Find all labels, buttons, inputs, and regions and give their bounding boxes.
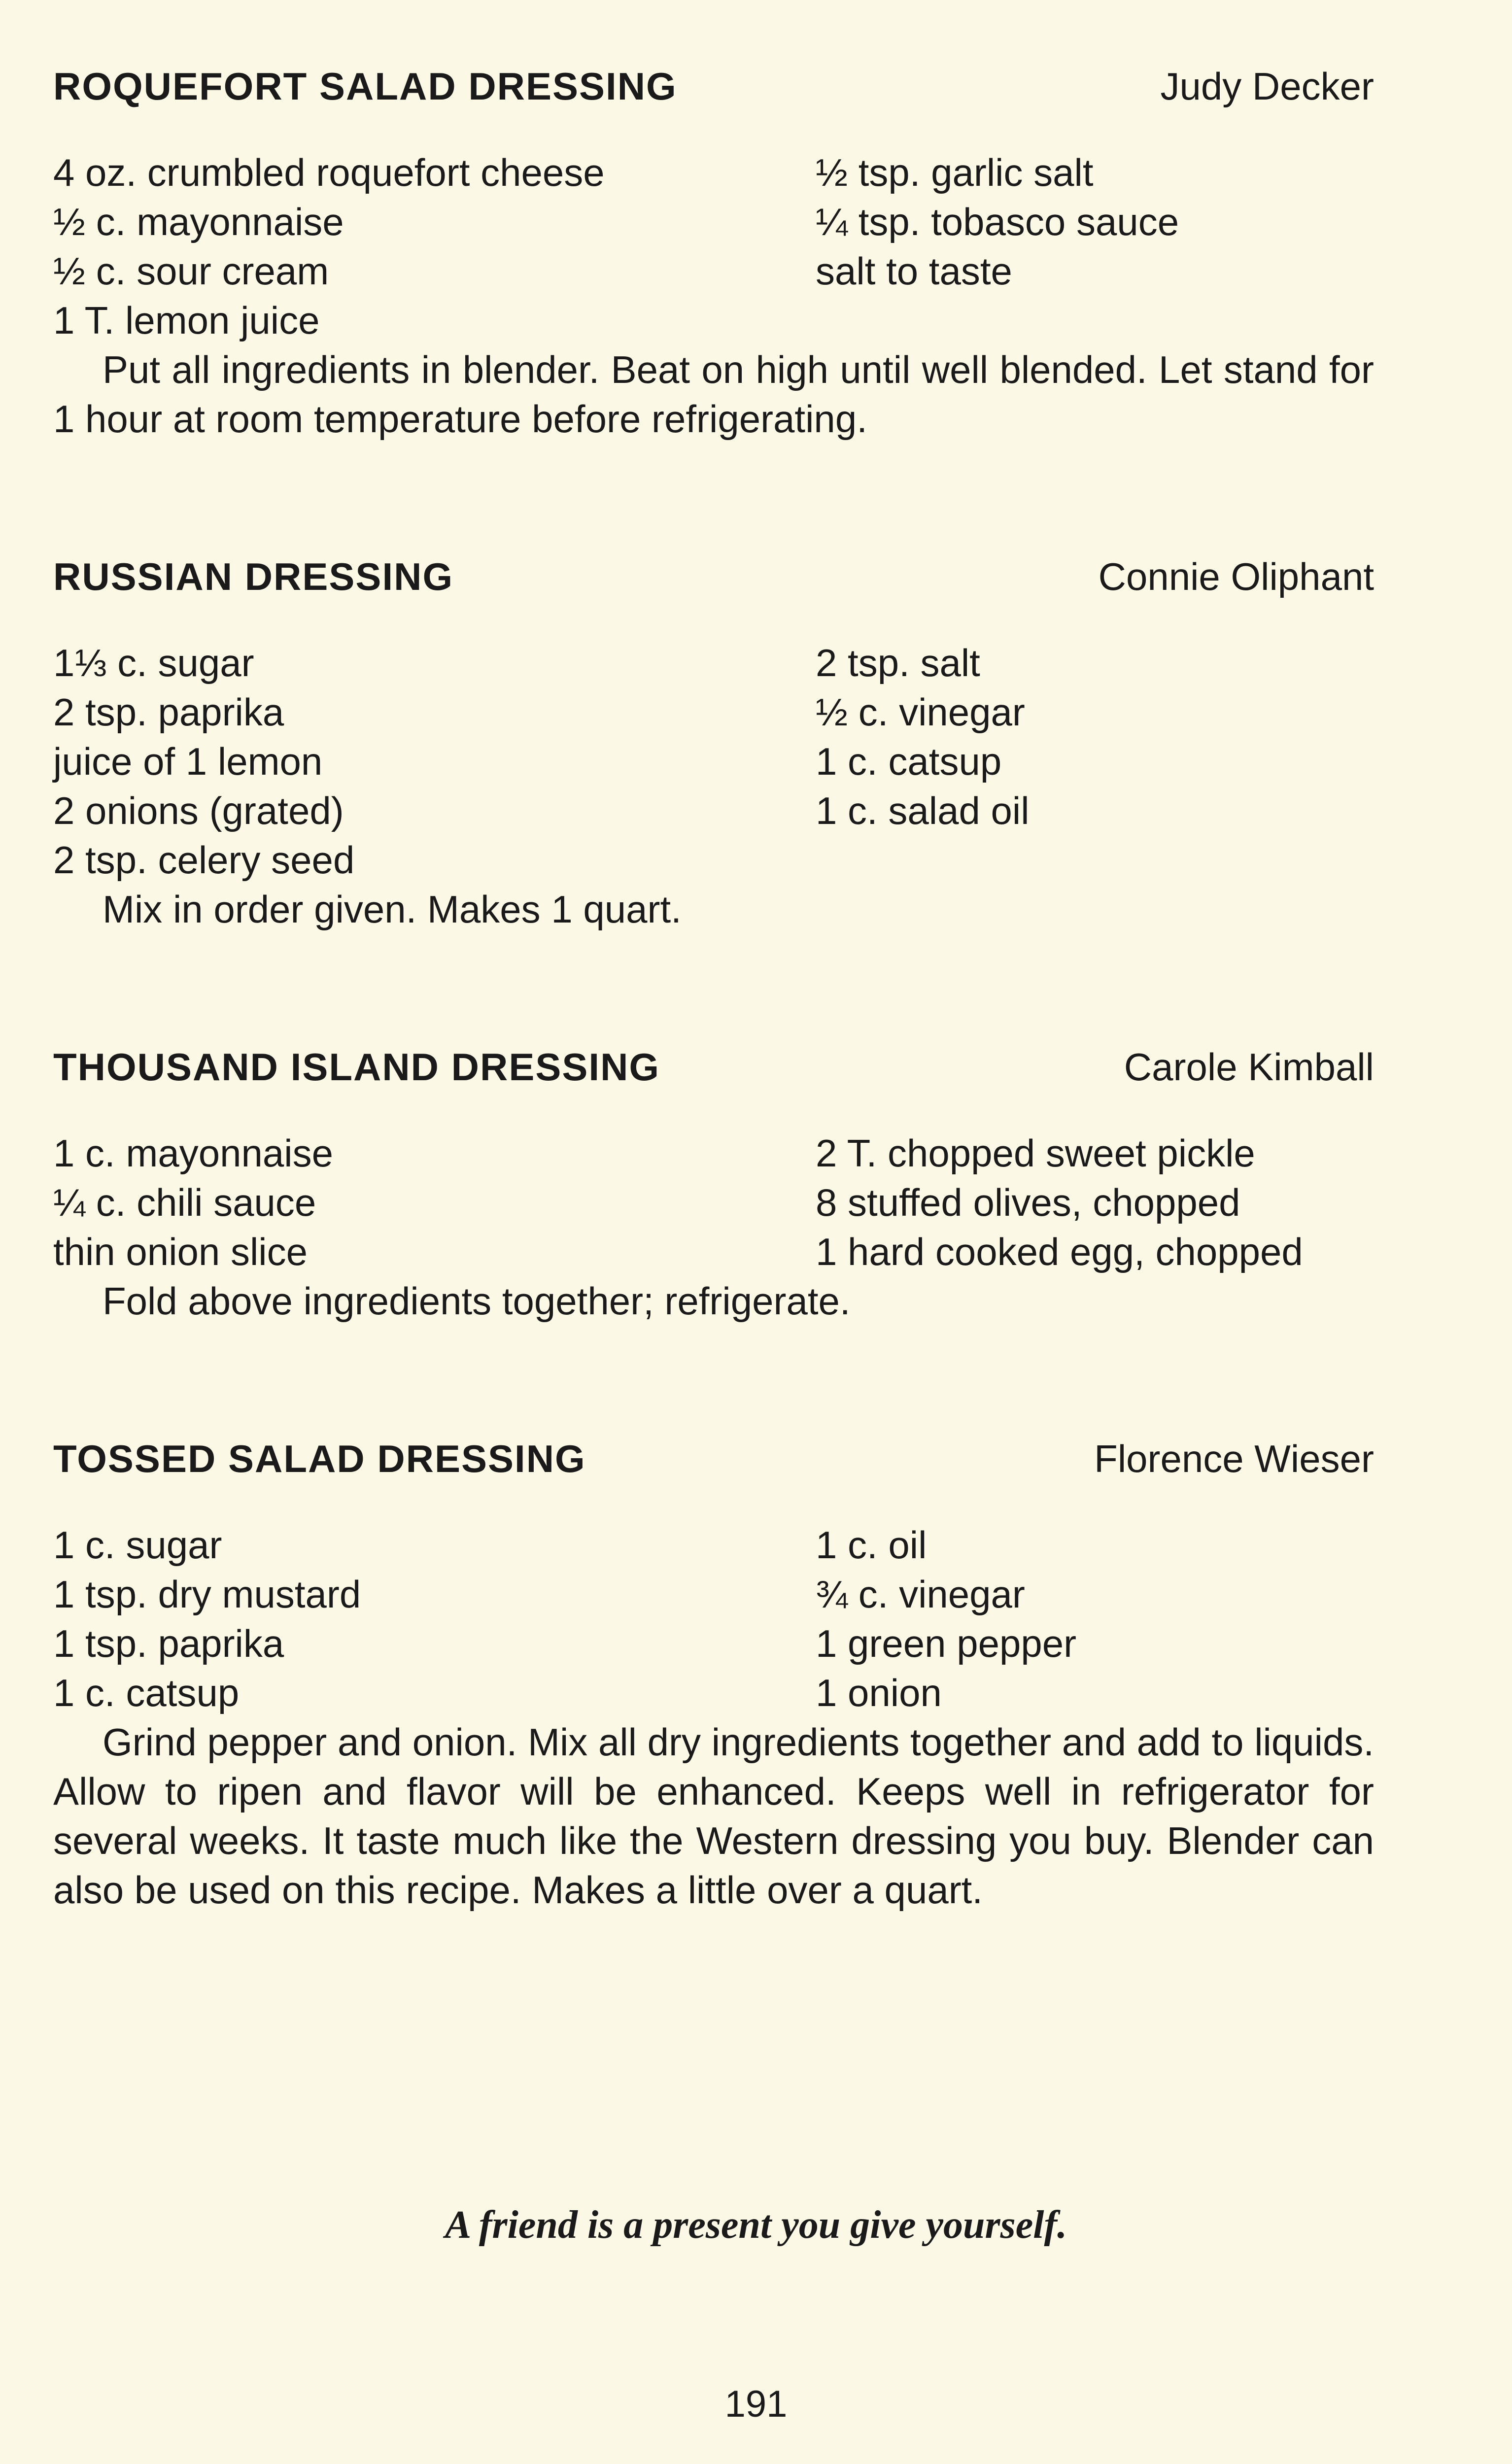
ingredient: 1 tsp. dry mustard [53,1573,361,1616]
recipe-title: THOUSAND ISLAND DRESSING [53,1045,660,1089]
ingredient: ¼ c. chili sauce [53,1181,316,1224]
ingredient: 1 onion [816,1671,942,1714]
recipe-instructions: Mix in order given. Makes 1 quart. [103,888,682,931]
recipe-header [53,1437,1374,1506]
recipe-author: Carole Kimball [1124,1045,1374,1089]
recipe-title: TOSSED SALAD DRESSING [53,1437,586,1480]
ingredient: 2 T. chopped sweet pickle [816,1131,1255,1175]
ingredient: 1 c. mayonnaise [53,1131,333,1175]
ingredient-column-right [816,638,1373,885]
ingredient-list [53,148,1374,345]
ingredient-column-left [53,148,816,345]
ingredient: 4 oz. crumbled roquefort cheese [53,151,605,194]
recipe-roquefort [53,64,1374,444]
ingredient: 1 green pepper [816,1622,1077,1665]
ingredient: ½ c. mayonnaise [53,200,344,243]
ingredient: juice of 1 lemon [53,740,323,783]
ingredient: ½ c. vinegar [816,690,1025,734]
ingredient-list [53,1129,1374,1276]
ingredient-column-left [53,638,816,885]
recipe-tossed-salad [53,1437,1374,1915]
recipe-header [53,1045,1374,1114]
footer-quote: A friend is a present you give yourself. [445,2203,1067,2247]
ingredient: 1 c. sugar [53,1523,222,1567]
ingredient: 1⅓ c. sugar [53,641,254,684]
ingredient-column-right [816,148,1373,345]
ingredient-column-right [816,1129,1373,1276]
recipe-instructions: Put all ingredients in blender. Beat on high until well blended. Let stand for 1 hour at room temperature before refrigerating. [53,348,1374,441]
ingredient: ¼ tsp. tobasco sauce [816,200,1179,243]
ingredient: 1 hard cooked egg, chopped [816,1230,1303,1273]
ingredient: 2 tsp. paprika [53,690,284,734]
page-number: 191 [724,2383,788,2425]
recipe-author: Judy Decker [1160,65,1374,108]
ingredient: 2 tsp. celery seed [53,838,355,882]
recipe-author: Florence Wieser [1094,1437,1374,1480]
ingredient: salt to taste [816,249,1012,293]
ingredient: thin onion slice [53,1230,308,1273]
ingredient: 1 c. catsup [816,740,1002,783]
ingredient: ½ c. sour cream [53,249,329,293]
ingredient-list [53,1520,1374,1717]
recipe-page [53,64,1374,1915]
recipe-russian [53,554,1374,934]
recipe-instructions: Fold above ingredients together; refrigerate. [103,1279,851,1323]
ingredient-column-right [816,1520,1373,1717]
recipe-instructions: Grind pepper and onion. Mix all dry ingredients together and add to liquids. Allow to ripen and flavor will be enhanced. Keeps well in refrigerator for several weeks. It taste much like the Western dressing you buy. Blender can also be used on this recipe. Makes a little over a quart. [53,1720,1374,1912]
ingredient: 8 stuffed olives, chopped [816,1181,1240,1224]
recipe-title: RUSSIAN DRESSING [53,555,454,598]
ingredient: 2 onions (grated) [53,789,344,832]
ingredient: 1 c. catsup [53,1671,240,1714]
ingredient-column-left [53,1129,816,1276]
ingredient: 1 tsp. paprika [53,1622,284,1665]
recipe-author: Connie Oliphant [1098,555,1374,598]
ingredient: 1 c. salad oil [816,789,1030,832]
recipe-header [53,64,1374,133]
ingredient: 1 T. lemon juice [53,299,320,342]
ingredient: ½ tsp. garlic salt [816,151,1094,194]
recipe-title: ROQUEFORT SALAD DRESSING [53,65,677,108]
ingredient: 1 c. oil [816,1523,927,1567]
ingredient: 2 tsp. salt [816,641,980,684]
ingredient-column-left [53,1520,816,1717]
recipe-thousand-island [53,1045,1374,1326]
recipe-header [53,554,1374,623]
ingredient-list [53,638,1374,885]
ingredient: ¾ c. vinegar [816,1573,1025,1616]
